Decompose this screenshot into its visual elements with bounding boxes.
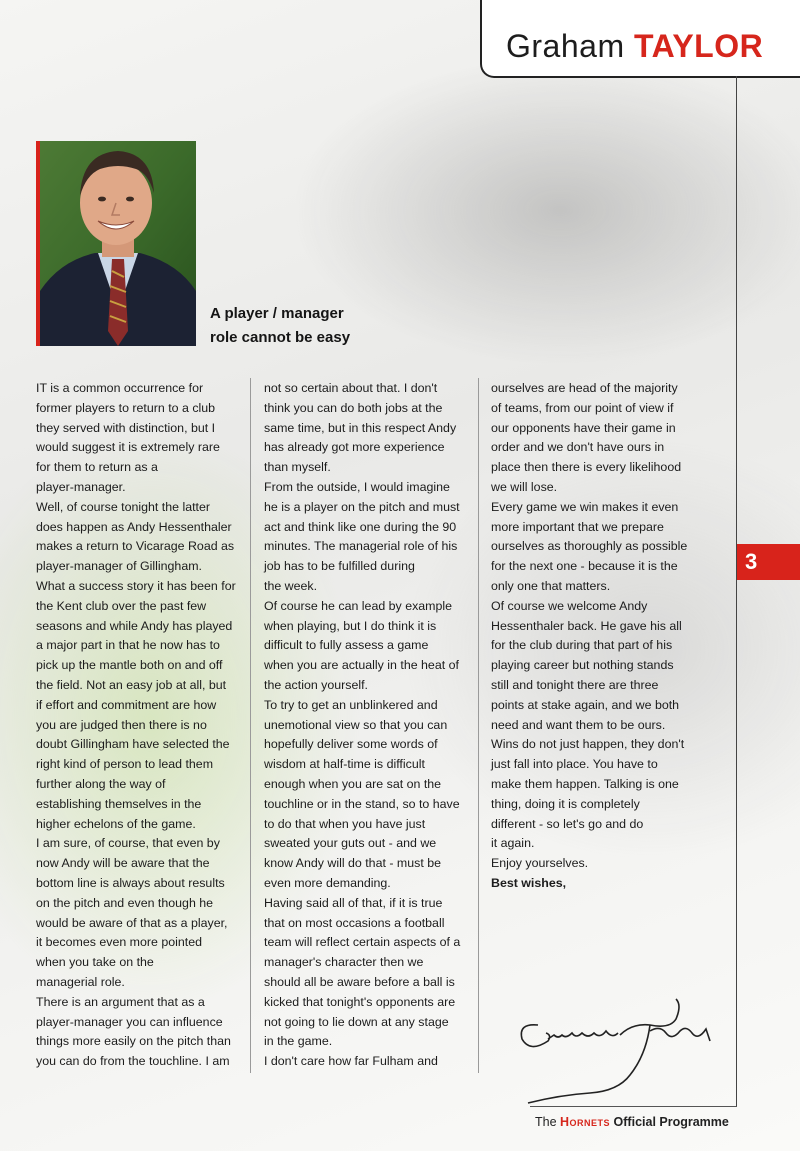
headline-line-1: A player / manager [210,305,344,322]
text-line: doubt Gillingham have selected the [36,737,230,752]
text-line: Having said all of that, if it is true [264,895,443,910]
text-line: Hessenthaler back. He gave his all [491,618,682,633]
text-line: need and want them to be ours. [491,717,666,732]
text-line: player-manager. [36,479,126,494]
text-line: know Andy will do that - must be [264,856,441,871]
text-line: sweated your guts out - and we [264,836,437,851]
text-line: it becomes even more pointed [36,935,202,950]
text-line: just fall into place. You have to [491,757,658,772]
text-line: the field. Not an easy job at all, but [36,677,227,692]
text-line: pick up the mantle both on and off [36,658,223,673]
text-line: minutes. The managerial role of his [264,539,458,554]
text-line: player-manager of Gillingham. [36,559,202,574]
text-line: kicked that tonight's opponents are [264,994,456,1009]
text-line: managerial role. [36,974,125,989]
author-name [506,28,763,64]
text-line: you can do from the touchline. I am [36,1054,230,1069]
text-line: act and think like one during the 90 [264,519,457,534]
text-line: manager's character then we [264,955,424,970]
text-line: would be aware of that as a player, [36,915,228,930]
article-column-1 [36,379,242,1072]
text-line: when playing, but I do think it is [264,618,437,633]
handwritten-signature [500,995,730,1105]
text-line: if effort and commitment are how [36,697,217,712]
text-line: order and we don't have ours in [491,440,665,455]
text-line: makes a return to Vicarage Road as [36,539,235,554]
text-line: does happen as Andy Hessenthaler [36,519,232,534]
text-line: for the club during that part of his [491,638,673,653]
text-line: the week. [264,578,318,593]
text-line: should all be aware before a ball is [264,974,455,989]
text-line: player-manager you can influence [36,1014,223,1029]
text-line: would suggest it is extremely rare [36,440,220,455]
text-line: thing, doing it is completely [491,796,640,811]
text-line: From the outside, I would imagine [264,479,450,494]
text-line: more important that we prepare [491,519,664,534]
text-line: for the next one - because it is the [491,559,678,574]
text-line: points at stake again, and we both [491,697,680,712]
text-line: when you take on the [36,955,154,970]
text-line: Every game we win makes it even [491,499,679,514]
text-line: things more easily on the pitch than [36,1034,231,1049]
headline-line-2: role cannot be easy [210,329,351,346]
article-column-3 [491,379,721,894]
article-column-2 [264,379,474,1072]
text-line: place then there is every likelihood [491,460,682,475]
text-line: What a success story it has been for [36,578,236,593]
text-line: it again. [491,836,535,851]
text-line: ourselves as thoroughly as possible [491,539,688,554]
text-line: playing career but nothing stands [491,658,674,673]
text-line: seasons and while Andy has played [36,618,233,633]
text-line: our opponents have their game in [491,420,676,435]
text-line: Well, of course tonight the latter [36,499,211,514]
text-line: make them happen. Talking is one [491,776,679,791]
text-line: IT is a common occurrence for [36,381,204,395]
text-line: higher echelons of the game. [36,816,196,831]
text-line: wisdom at half-time is difficult [264,757,425,772]
text-line: difficult to fully assess a game [264,638,429,653]
text-line: not going to lie down at any stage [264,1014,449,1029]
text-line: I am sure, of course, that even by [36,836,220,851]
author-last-name: TAYLOR [633,28,764,64]
text-line: right kind of person to lead them [36,757,214,772]
text-line: job has to be fulfilled during [264,559,415,574]
footer-brand: Hornets [560,1115,611,1129]
programme-footer [535,1115,729,1129]
text-line: he is a player on the pitch and must [264,499,460,514]
text-line: to do that when you have just [264,816,426,831]
header-tab [480,0,800,78]
text-line: in the game. [264,1034,333,1049]
text-line: only one that matters. [491,578,611,593]
closing-line: Best wishes, [491,875,567,890]
text-line: of teams, from our point of view if [491,400,674,415]
text-line: Of course we welcome Andy [491,598,648,613]
text-line: not so certain about that. I don't [264,381,438,395]
text-line: hopefully deliver some words of [264,737,438,752]
footer-suffix: Official Programme [613,1115,729,1129]
text-line: establishing themselves in the [36,796,202,811]
text-line: I don't care how far Fulham and [264,1054,438,1069]
text-line: on the pitch and even though he [36,895,214,910]
text-line: when you are actually in the heat of [264,658,459,673]
text-line: they served with distinction, but I [36,420,216,435]
footer-rule [530,1106,737,1107]
text-line: you are judged then there is no [36,717,207,732]
text-line: think you can do both jobs at the [264,400,443,415]
text-line: enough when you are sat on the [264,776,442,791]
text-line: former players to return to a club [36,400,216,415]
text-line: ourselves are head of the majority [491,381,678,395]
text-line: that on most occasions a football [264,915,445,930]
right-margin-rule [736,76,737,1106]
text-line: unemotional view so that you can [264,717,448,732]
text-line: same time, but in this respect Andy [264,420,457,435]
text-line: To try to get an unblinkered and [264,697,438,712]
author-first-name: Graham [506,28,625,64]
text-line: a major part in that he now has to [36,638,220,653]
text-line: still and tonight there are three [491,677,659,692]
text-line: for them to return as a [36,460,158,475]
text-line: we will lose. [491,479,558,494]
text-line: There is an argument that as a [36,994,205,1009]
column-divider [250,378,251,1073]
text-line: the action yourself. [264,677,369,692]
text-line: has already got more experience [264,440,445,455]
text-line: further along the way of [36,776,166,791]
text-line: even more demanding. [264,875,391,890]
footer-prefix: The [535,1115,557,1129]
text-line: now Andy will be aware that the [36,856,210,871]
author-photo [36,141,196,346]
text-line: touchline or in the stand, so to have [264,796,460,811]
text-line: Enjoy yourselves. [491,856,589,871]
text-line: the Kent club over the past few [36,598,207,613]
text-line: Of course he can lead by example [264,598,453,613]
column-divider [478,378,479,1073]
text-line: different - so let's go and do [491,816,644,831]
page-number-tab: 3 [737,544,800,580]
text-line: bottom line is always about results [36,875,225,890]
article-headline [210,302,350,350]
text-line: team will reflect certain aspects of a [264,935,461,950]
text-line: than myself. [264,460,331,475]
text-line: Wins do not just happen, they don't [491,737,685,752]
